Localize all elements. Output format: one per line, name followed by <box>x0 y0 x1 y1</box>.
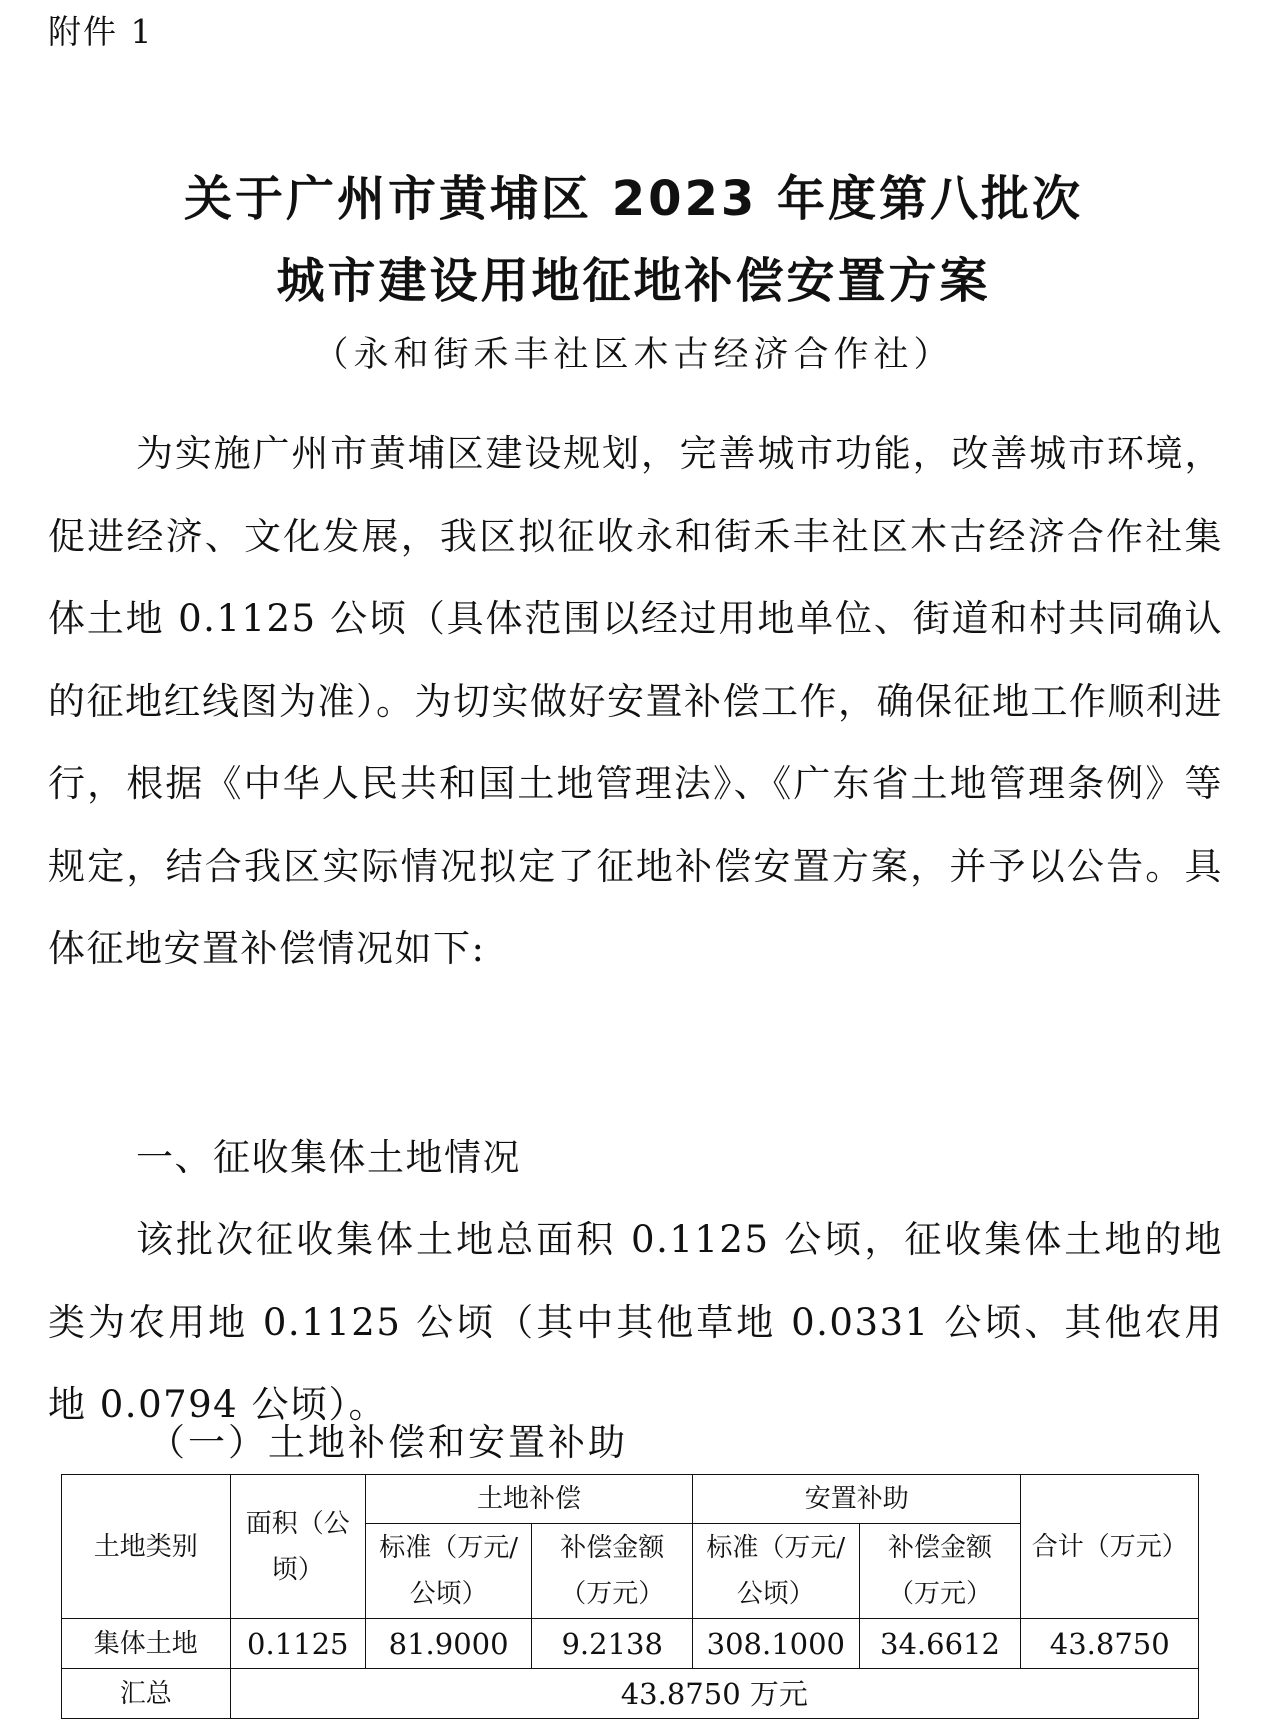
attachment-label: 附件 1 <box>48 12 154 51</box>
land-area-paragraph: 该批次征收集体土地总面积 0.1125 公顷，征收集体土地的地类为农用地 0.1125 公顷（其中其他草地 0.0331 公顷、其他农用地 0.0794 公顷）。 <box>48 1218 1223 1426</box>
summary-value: 43.8750 万元 <box>230 1669 1198 1719</box>
document-title-line-2: 城市建设用地征地补偿安置方案 <box>276 253 991 309</box>
header-area: 面积（公顷） <box>230 1475 365 1619</box>
intro-paragraph: 为实施广州市黄埔区建设规划，完善城市功能，改善城市环境，促进经济、文化发展，我区拟征收永和街禾丰社区木古经济合作社集体土地 0.1125 公顷（具体范围以经过用地单位、街道和村共同确认的征地红线图为准）。为切实做好安置补偿工作，确保征地工作顺利进行，根据《中华人民共和国土地管理法》、《广东省土地管理条例》等规定，结合我区实际情况拟定了征地补偿安置方案，并予以公告。具体征地安置补偿情况如下: <box>48 432 1223 970</box>
header-resettlement-subsidy: 安置补助 <box>693 1475 1021 1524</box>
cell-land-standard: 81.9000 <box>365 1619 531 1669</box>
header-total: 合计（万元） <box>1021 1475 1199 1619</box>
header-resettle-standard: 标准（万元/公顷） <box>693 1524 859 1619</box>
cell-resettle-standard: 308.1000 <box>693 1619 859 1669</box>
cell-land-type: 集体土地 <box>62 1619 231 1669</box>
header-land-type: 土地类别 <box>62 1475 231 1619</box>
cell-area: 0.1125 <box>230 1619 365 1669</box>
header-land-compensation: 土地补偿 <box>365 1475 692 1524</box>
table-row <box>62 1619 1199 1669</box>
header-resettle-amount: 补偿金额（万元） <box>859 1524 1021 1619</box>
subsection-heading: （一）土地补偿和安置补助 <box>148 1421 628 1464</box>
compensation-table <box>61 1474 1199 1719</box>
header-land-standard: 标准（万元/公顷） <box>365 1524 531 1619</box>
section-heading-1: 一、征收集体土地情况 <box>136 1136 521 1179</box>
document-title-line-1: 关于广州市黄埔区 2023 年度第八批次 <box>183 171 1084 227</box>
document-subtitle: （永和街禾丰社区木古经济合作社） <box>313 335 954 375</box>
cell-resettle-amount: 34.6612 <box>859 1619 1021 1669</box>
summary-row <box>62 1669 1199 1719</box>
summary-label: 汇总 <box>62 1669 231 1719</box>
cell-land-amount: 9.2138 <box>532 1619 693 1669</box>
header-land-amount: 补偿金额（万元） <box>532 1524 693 1619</box>
cell-total: 43.8750 <box>1021 1619 1199 1669</box>
